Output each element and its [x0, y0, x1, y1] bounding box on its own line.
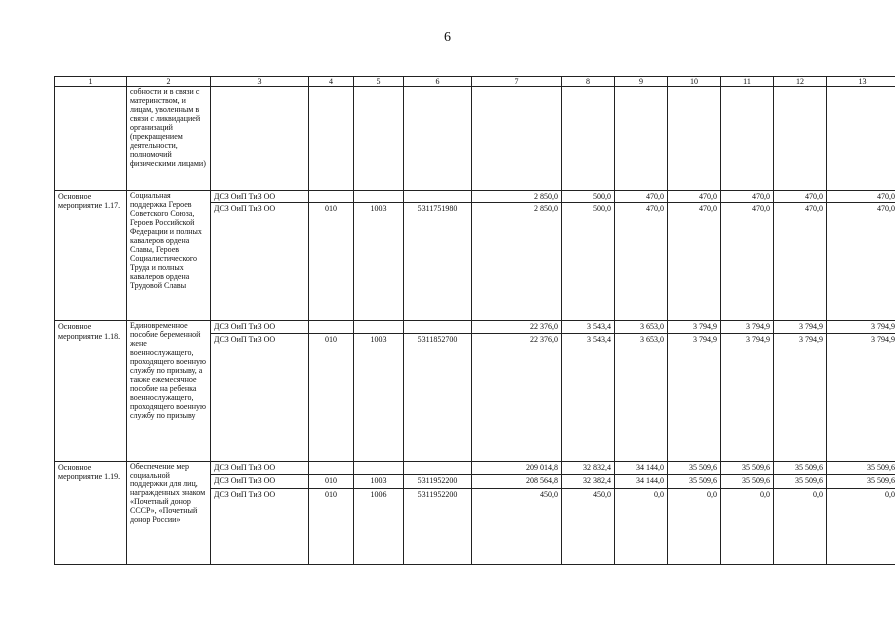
value-cell: 470,0 — [615, 203, 668, 321]
value-cell: 470,0 — [774, 191, 827, 203]
header-cell: 10 — [668, 77, 721, 87]
header-cell: 7 — [472, 77, 562, 87]
executor-cell: ДСЗ ОиП ТиЗ ОО — [211, 474, 309, 488]
table-row — [55, 191, 895, 203]
value-cell: 3 794,9 — [721, 321, 774, 333]
value-cell: 470,0 — [668, 203, 721, 321]
header-row — [55, 77, 895, 87]
value-cell: 35 509,6 — [668, 474, 721, 488]
header-cell: 8 — [562, 77, 615, 87]
executor-cell: ДСЗ ОиП ТиЗ ОО — [211, 203, 309, 321]
table-row: ДСЗ ОиП ТиЗ ОО 010 1003 5311952200 208 564,8 32 382,4 34 144,0 35 509,6 35 509,6 35 509,6 35 509,6 — [55, 474, 895, 488]
executor-cell: ДСЗ ОиП ТиЗ ОО — [211, 461, 309, 474]
value-cell: 3 543,4 — [562, 321, 615, 333]
value-cell: 35 509,6 — [827, 461, 895, 474]
value-cell: 32 382,4 — [562, 474, 615, 488]
table-row — [55, 321, 895, 333]
value-cell: 3 794,9 — [827, 333, 895, 461]
value-cell: 0,0 — [615, 488, 668, 564]
value-cell: 3 543,4 — [562, 333, 615, 461]
value-cell: 470,0 — [827, 191, 895, 203]
measure-name: Основное мероприятие 1.17. — [55, 191, 127, 321]
value-cell: 2 850,0 — [472, 191, 562, 203]
value-cell: 2 850,0 — [472, 203, 562, 321]
measure-name: Основное мероприятие 1.19. — [55, 461, 127, 564]
header-cell: 6 — [404, 77, 472, 87]
value-cell: 3 794,9 — [827, 321, 895, 333]
measure-description: Обеспечение мер социальной поддержки для лиц, награжденных знаком «Почетный донор СССР», «Почетный донор России» — [127, 461, 211, 564]
header-cell: 12 — [774, 77, 827, 87]
value-cell: 470,0 — [615, 191, 668, 203]
table-row: ДСЗ ОиП ТиЗ ОО 010 1006 5311952200 450,0 450,0 0,0 0,0 0,0 0,0 0,0 — [55, 488, 895, 564]
value-cell: 3 794,9 — [774, 333, 827, 461]
value-cell: 22 376,0 — [472, 321, 562, 333]
continuation-text: собности и в связи с материнством, и лицам, уволенным в связи с ликвидацией организаций (прекращением деятельности, полномочий физическими лицами) — [127, 87, 211, 191]
measure-description: Единовременное пособие беременной жене военнослужащего, проходящего военную службу по призыву, а также ежемесячное пособие на ребенка военнослужащего, проходящего военную службу по призыву — [127, 321, 211, 461]
value-cell: 3 653,0 — [615, 333, 668, 461]
value-cell: 35 509,6 — [774, 461, 827, 474]
value-cell: 470,0 — [827, 203, 895, 321]
value-cell: 3 794,9 — [668, 321, 721, 333]
value-cell: 0,0 — [668, 488, 721, 564]
value-cell: 34 144,0 — [615, 474, 668, 488]
value-cell: 3 794,9 — [721, 333, 774, 461]
value-cell: 470,0 — [721, 191, 774, 203]
value-cell: 35 509,6 — [721, 461, 774, 474]
value-cell: 3 794,9 — [668, 333, 721, 461]
value-cell: 209 014,8 — [472, 461, 562, 474]
value-cell: 470,0 — [668, 191, 721, 203]
table-row: ДСЗ ОиП ТиЗ ОО 010 1003 5311751980 2 850,0 500,0 470,0 470,0 470,0 470,0 470,0 — [55, 203, 895, 321]
value-cell: 0,0 — [774, 488, 827, 564]
measure-description: Социальная поддержка Героев Советского Союза, Героев Российской Федерации и полных кавалеров ордена Славы, Героев Социалистического Труда и полных кавалеров ордена Трудовой Славы — [127, 191, 211, 321]
header-cell: 9 — [615, 77, 668, 87]
header-cell: 11 — [721, 77, 774, 87]
executor-cell: ДСЗ ОиП ТиЗ ОО — [211, 191, 309, 203]
header-cell: 1 — [55, 77, 127, 87]
executor-cell: ДСЗ ОиП ТиЗ ОО — [211, 333, 309, 461]
executor-cell: ДСЗ ОиП ТиЗ ОО — [211, 488, 309, 564]
value-cell: 35 509,6 — [721, 474, 774, 488]
value-cell: 32 832,4 — [562, 461, 615, 474]
value-cell: 208 564,8 — [472, 474, 562, 488]
value-cell: 0,0 — [721, 488, 774, 564]
budget-table — [54, 76, 895, 565]
header-cell: 5 — [354, 77, 404, 87]
measure-name: Основное мероприятие 1.18. — [55, 321, 127, 461]
value-cell: 3 794,9 — [774, 321, 827, 333]
header-cell: 3 — [211, 77, 309, 87]
table-row — [55, 87, 895, 191]
value-cell: 3 653,0 — [615, 321, 668, 333]
value-cell: 500,0 — [562, 203, 615, 321]
header-cell: 2 — [127, 77, 211, 87]
value-cell: 450,0 — [562, 488, 615, 564]
table-row: ДСЗ ОиП ТиЗ ОО 010 1003 5311852700 22 376,0 3 543,4 3 653,0 3 794,9 3 794,9 3 794,9 3 794,9 — [55, 333, 895, 461]
value-cell: 450,0 — [472, 488, 562, 564]
value-cell: 22 376,0 — [472, 333, 562, 461]
page-number: 6 — [444, 30, 451, 45]
executor-cell: ДСЗ ОиП ТиЗ ОО — [211, 321, 309, 333]
value-cell: 500,0 — [562, 191, 615, 203]
value-cell: 470,0 — [721, 203, 774, 321]
value-cell: 470,0 — [774, 203, 827, 321]
value-cell: 35 509,6 — [668, 461, 721, 474]
value-cell: 34 144,0 — [615, 461, 668, 474]
table-row — [55, 461, 895, 474]
header-cell: 4 — [309, 77, 354, 87]
value-cell: 0,0 — [827, 488, 895, 564]
value-cell: 35 509,6 — [827, 474, 895, 488]
value-cell: 35 509,6 — [774, 474, 827, 488]
header-cell: 13 — [827, 77, 895, 87]
